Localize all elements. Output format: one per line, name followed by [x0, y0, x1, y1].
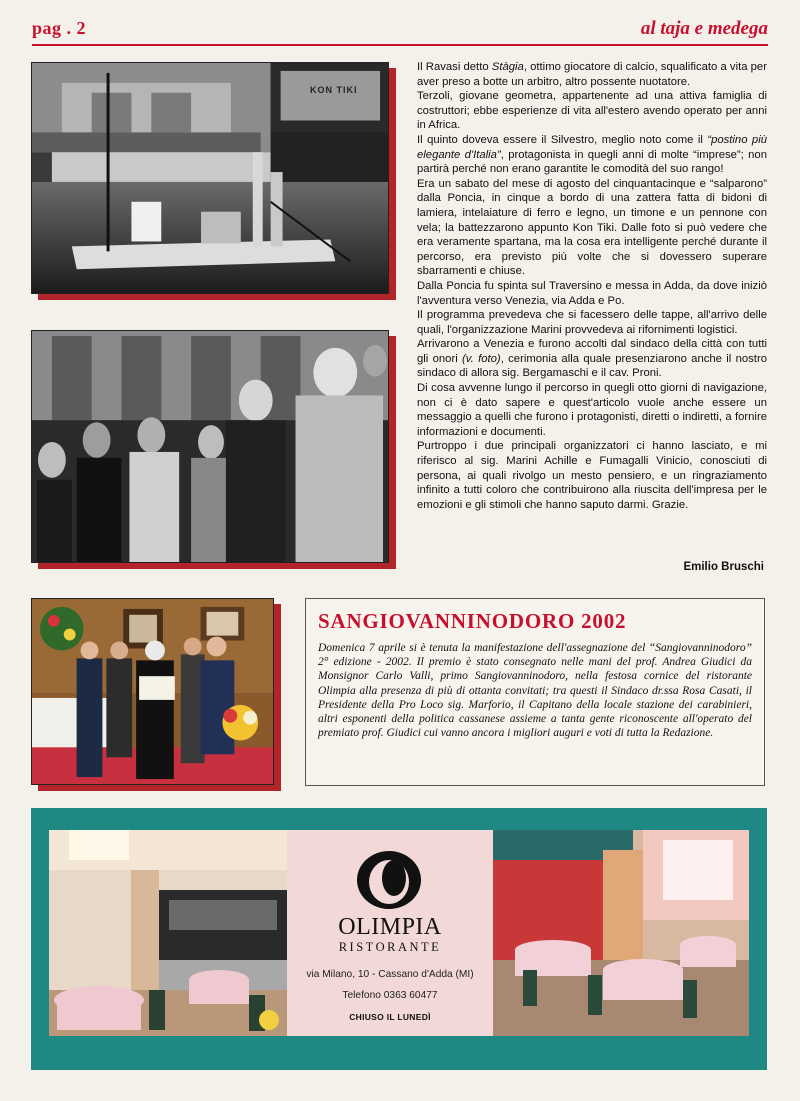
page-number: pag . 2: [32, 18, 87, 38]
article-paragraph: Dalla Poncia fu spinta sul Traversino e messa in Adda, da dove iniziò l'avventura verso Venezia, via Adda e Po.: [417, 279, 767, 307]
article-paragraph: Il programma prevedeva che si facessero delle tappe, all'arrivo delle quali, l'organizzazione Marini provvedeva ai rifornimenti logistici.: [417, 309, 767, 336]
article-paragraph: Arrivarono a Venezia e furono accolti dal sindaco della città con tutti gli onori (v. foto), cerimonia alla quale presenziarono anche il nostro sindaco di allora sig. Bergamaschi e il cav. Proni.: [417, 338, 767, 380]
photo-venice-welcome: [31, 330, 389, 563]
article-italic-run: Stàgia: [491, 61, 524, 73]
restaurant-address: via Milano, 10 - Cassano d'Adda (MI): [306, 969, 474, 980]
raft-sign: KON TIKI: [310, 85, 358, 95]
restaurant-subtitle: RISTORANTE: [338, 940, 442, 954]
restaurant-advertisement: [31, 808, 767, 1070]
ad-photo-right-image: [493, 830, 749, 1036]
article-paragraph: Era un sabato del mese di agosto del cinquantacinque e “salparono” dalla Poncia, in cinque a bordo di una zattera fatta di bidoni di lamiera, intelaiature di ferro e legno, un timone e un pennone con vela; la battezzarono appunto Kon Tiki. Dalle foto si può vedere che era veramente spartana, ma la cosa era intelligente perché durante il percorso, era previsto più volte che si dovessero superare sbarramenti e chiuse.: [417, 177, 767, 278]
award-article-box: [305, 598, 765, 786]
restaurant-closed-day: CHIUSO IL LUNEDÌ: [349, 1012, 431, 1022]
article-body: [417, 60, 767, 512]
photo-award-image: [32, 599, 273, 784]
header-rule: [32, 44, 768, 46]
page-header: [0, 0, 800, 46]
photo-award-ceremony: [31, 598, 274, 785]
award-article-text: Domenica 7 aprile si è tenuta la manifestazione dell'assegnazione del “Sangiovanninodoro” 2° edizione - 2002. Il premio è stato consegnato nelle mani del prof. Andrea Giudici da Monsignor Carlo Valli, primo Sangiovanninodoro, nella festosa cornice del ristorante Olimpia alla presenza di più di ottanta convitati; tra questi il Sindaco dr.ssa Rosa Casati, il Presidente della Pro Loco sig. Marforio, il Capitano della locale stazione dei carabinieri, altri esponenti della politica cassanese assieme a tanta gente riconoscente all'operato del premiato prof. Giudici cui vanno ancora i migliori auguri e voti di tutta la Redazione.: [318, 642, 752, 740]
article-paragraph: Purtroppo i due principali organizzatori ci hanno lasciato, e mi riferisco al sig. Marini Achille e Fumagalli Vinicio, conosciuti di persona, ai quali rivolgo un mesto pensiero, e un ringraziamento infinito a tutti coloro che contribuirono alla riuscita dell'impresa per le emozioni e gli stimoli che hanno saputo darmi. Grazie.: [417, 440, 767, 511]
award-article-title: SANGIOVANNINODORO 2002: [318, 609, 627, 633]
article-signature: Emilio Bruschi: [683, 561, 764, 573]
ad-photo-dining-room-right: [493, 830, 749, 1036]
article-italic-run: (v. foto): [462, 352, 501, 365]
article-paragraph: Terzoli, giovane geometra, appartenente ad una attiva famiglia di costruttori; ebbe esperienze di vita all'estero avendo operato per anni in Africa.: [417, 90, 767, 132]
masthead-title: al taja e medega: [640, 18, 768, 39]
ad-photo-left-image: [49, 830, 287, 1036]
ad-photo-dining-room-left: [49, 830, 287, 1036]
restaurant-phone: Telefono 0363 60477: [342, 990, 438, 1001]
ad-logo-panel: [287, 830, 493, 1036]
article-italic-run: “postino più elegante d'Italia”: [417, 133, 767, 161]
restaurant-name: OLIMPIA: [338, 914, 442, 940]
article-paragraph: Il quinto doveva essere il Silvestro, meglio noto come il “postino più elegante d'Italia”, protagonista in quegli anni di molte “imprese”; non partirà perché non erano garantite le comodità del suo rango!: [417, 133, 767, 176]
photo-raft: [31, 62, 389, 294]
photo-raft-image: [32, 63, 388, 293]
photo-venice-image: [32, 331, 388, 562]
article-paragraph: Di cosa avvenne lungo il percorso in quegli otto giorni di navigazione, non ci è dato sapere e quest'articolo vuole anche essere un messaggio a quelli che furono i protagonisti, diretti o indiretti, a fornire informazioni e documenti.: [417, 382, 767, 438]
article-paragraph: Il Ravasi detto Stàgia, ottimo giocatore di calcio, squalificato a vita per aver preso a botte un arbitro, altro possente nuotatore.: [417, 61, 767, 88]
olimpia-logo-icon: [354, 848, 424, 912]
